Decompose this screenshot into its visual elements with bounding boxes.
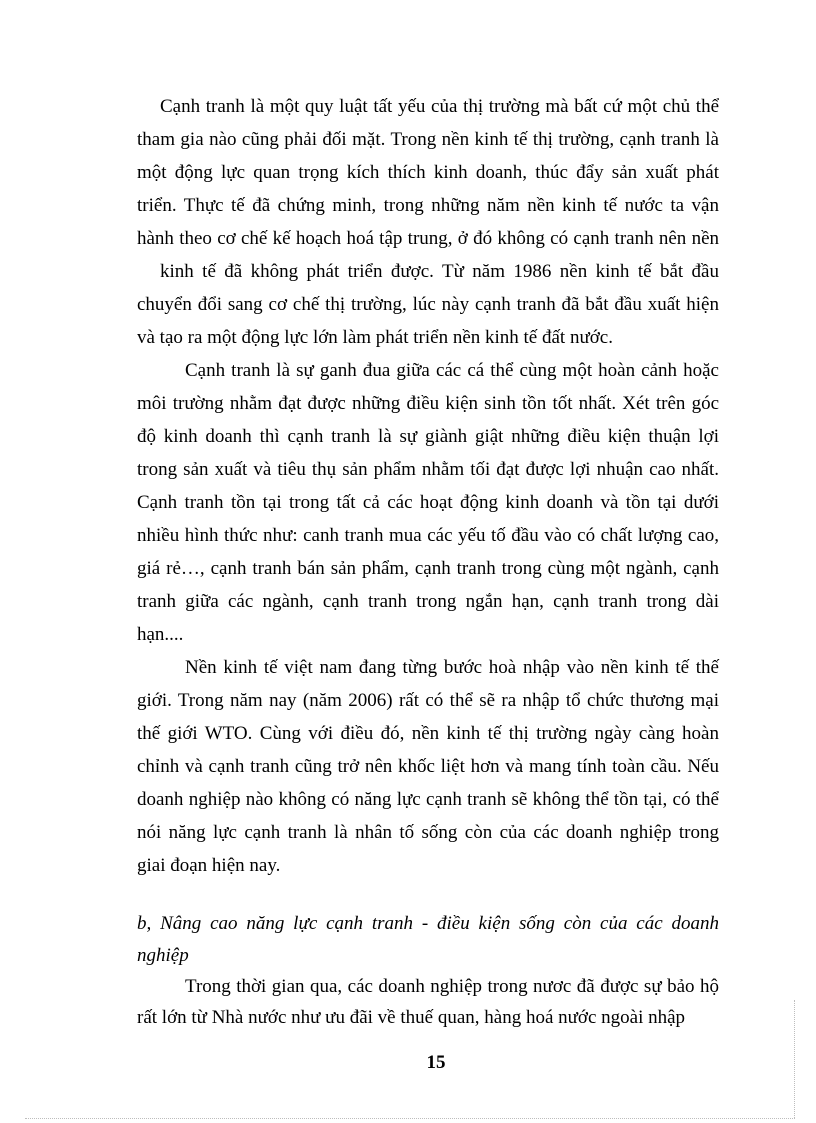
text-line: thế giới WTO. Cùng với điều đó, nền kinh tế thị trường ngày càng hoàn	[137, 723, 719, 744]
page-number: 15	[426, 1052, 446, 1073]
text-line: độ kinh doanh thì cạnh tranh là sự giành giật những điều kiện thuận lợi	[137, 426, 719, 447]
text-line: giá rẻ…, cạnh tranh bán sản phẩm, cạnh tranh trong cùng một ngành, cạnh	[137, 558, 719, 579]
page-border-right	[794, 1000, 795, 1118]
text-line: Cạnh tranh là sự ganh đua giữa các cá thể cùng một hoàn cảnh hoặc	[185, 360, 719, 381]
text-line: Nền kinh tế việt nam đang từng bước hoà nhập vào nền kinh tế thế	[185, 657, 719, 678]
text-line: tham gia nào cũng phải đối mặt. Trong nền kinh tế thị trường, cạnh tranh là	[137, 129, 719, 150]
text-line: Cạnh tranh tồn tại trong tất cả các hoạt động kinh doanh và tồn tại dưới	[137, 492, 719, 513]
text-line: chỉnh và cạnh tranh cũng trở nên khốc liệt hơn và mang tính toàn cầu. Nếu	[137, 756, 719, 777]
text-line: doanh nghiệp nào không có năng lực cạnh tranh sẽ không thể tồn tại, có thể	[137, 789, 719, 810]
text-line: Cạnh tranh là một quy luật tất yếu của thị trường mà bất cứ một chủ thể	[160, 96, 719, 117]
text-line: rất lớn từ Nhà nước như ưu đãi về thuế quan, hàng hoá nước ngoài nhập	[137, 1007, 686, 1028]
text-line: Trong thời gian qua, các doanh nghiệp trong nươc đã được sự bảo hộ	[185, 976, 719, 997]
text-line: một động lực quan trọng kích thích kinh doanh, thúc đẩy sản xuất phát	[137, 162, 719, 183]
text-line: và tạo ra một động lực lớn làm phát triển nền kinh tế đất nước.	[137, 327, 613, 348]
text-line: môi trường nhằm đạt được những điều kiện sinh tồn tốt nhất. Xét trên góc	[137, 393, 719, 414]
page-border-bottom	[25, 1118, 795, 1119]
text-line: kinh tế đã không phát triển được. Từ năm 1986 nền kinh tế bắt đầu	[160, 261, 719, 282]
text-line: giới. Trong năm nay (năm 2006) rất có thể sẽ ra nhập tổ chức thương mại	[137, 690, 719, 711]
text-line: hạn....	[137, 624, 184, 645]
text-line: nhiều hình thức như: canh tranh mua các yếu tố đầu vào có chất lượng cao,	[137, 525, 719, 546]
text-line: trong sản xuất và tiêu thụ sản phẩm nhằm tối đạt được lợi nhuận cao nhất.	[137, 459, 719, 480]
heading-line: b, Nâng cao năng lực cạnh tranh - điều kiện sống còn của các doanh	[137, 913, 719, 934]
heading-line: nghiệp	[137, 945, 189, 966]
text-line: triển. Thực tế đã chứng minh, trong những năm nền kinh tế nước ta vận	[137, 195, 719, 216]
text-line: chuyển đổi sang cơ chế thị trường, lúc này cạnh tranh đã bắt đầu xuất hiện	[137, 294, 719, 315]
text-line: nói năng lực cạnh tranh là nhân tố sống còn của các doanh nghiệp trong	[137, 822, 719, 843]
text-line: hành theo cơ chế kế hoạch hoá tập trung, ở đó không có cạnh tranh nên nền	[137, 228, 719, 249]
text-line: giai đoạn hiện nay.	[137, 855, 281, 876]
text-line: tranh giữa các ngành, cạnh tranh trong ngắn hạn, cạnh tranh trong dài	[137, 591, 719, 612]
